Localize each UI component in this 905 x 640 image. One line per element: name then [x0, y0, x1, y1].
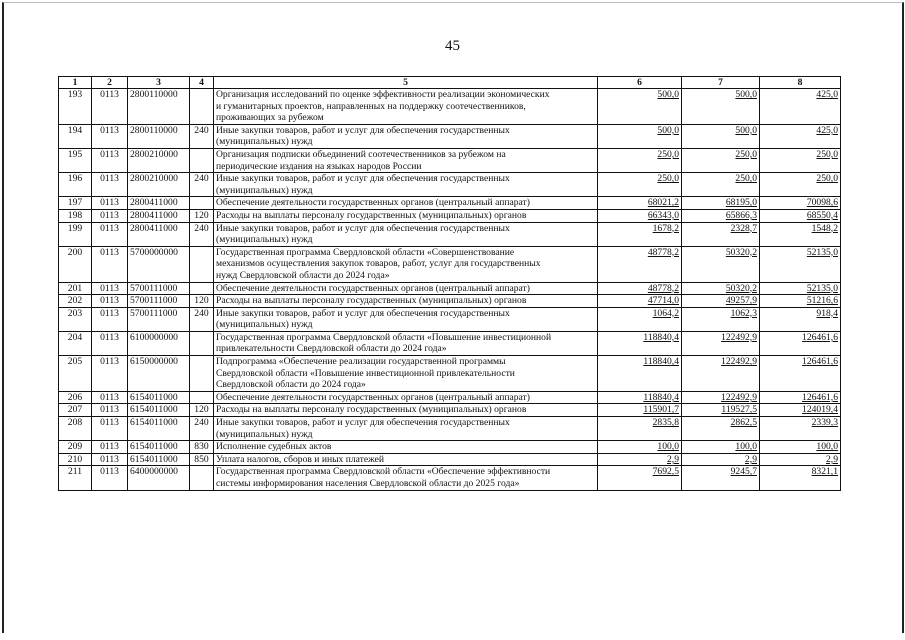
amount-value: 500,0 — [657, 124, 679, 136]
item-name-line: и гуманитарных проектов, направленных на поддержку соотечественников, — [216, 100, 526, 112]
amount-value: 50320,2 — [725, 282, 757, 294]
header-col-6: 6 — [598, 77, 682, 89]
table-row — [59, 417, 841, 441]
row-number: 205 — [59, 356, 92, 392]
amount-year-1 — [598, 417, 682, 441]
table-row — [59, 307, 841, 331]
item-name — [214, 197, 598, 210]
target-article-code: 2800411000 — [128, 209, 190, 222]
target-article-code: 6150000000 — [128, 356, 190, 392]
target-article-code: 2800110000 — [128, 124, 190, 148]
amount-year-3 — [760, 246, 841, 282]
item-name-line: Обеспечение деятельности государственных органов (центральный аппарат) — [216, 197, 530, 209]
amount-year-2 — [682, 209, 760, 222]
amount-year-1 — [598, 197, 682, 210]
table-row — [59, 124, 841, 148]
expense-type-code: 240 — [190, 222, 214, 246]
item-name-line: Организация исследований по оценке эффективности реализации экономических — [216, 89, 550, 100]
amount-year-3 — [760, 295, 841, 308]
section-code: 0113 — [92, 417, 128, 441]
item-name — [214, 222, 598, 246]
item-name — [214, 404, 598, 417]
row-number: 206 — [59, 391, 92, 404]
expense-type-code — [190, 466, 214, 490]
amount-value: 52135,0 — [806, 246, 838, 258]
item-name-line: (муниципальных) нужд — [216, 136, 313, 148]
item-name-line: Исполнение судебных актов — [216, 441, 332, 453]
item-name-line: Свердловской области «Повышение инвестиционной привлекательности — [216, 367, 515, 379]
table-row — [59, 295, 841, 308]
amount-year-1 — [598, 209, 682, 222]
item-name-line: Государственная программа Свердловской области «Совершенствование — [216, 246, 515, 258]
header-col-5: 5 — [214, 77, 598, 89]
header-col-3: 3 — [128, 77, 190, 89]
page-number: 45 — [445, 38, 460, 54]
expense-type-code: 120 — [190, 404, 214, 417]
item-name — [214, 391, 598, 404]
amount-year-1 — [598, 222, 682, 246]
expense-type-code: 850 — [190, 453, 214, 466]
table-row — [59, 466, 841, 490]
expense-type-code: 120 — [190, 209, 214, 222]
target-article-code: 5700111000 — [128, 295, 190, 308]
item-name-line: Государственная программа Свердловской области «Повышение инвестиционной — [216, 331, 552, 343]
item-name — [214, 466, 598, 490]
amount-year-2 — [682, 307, 760, 331]
amount-value: 2339,3 — [811, 417, 838, 429]
section-code: 0113 — [92, 282, 128, 295]
amount-year-2 — [682, 148, 760, 172]
amount-year-2 — [682, 356, 760, 392]
row-number: 204 — [59, 331, 92, 355]
amount-value: 126461,6 — [802, 391, 838, 403]
item-name — [214, 356, 598, 392]
target-article-code: 6154011000 — [128, 453, 190, 466]
item-name-line: Свердловской области до 2024 года» — [216, 379, 366, 391]
amount-year-1 — [598, 124, 682, 148]
amount-value: 500,0 — [735, 89, 757, 100]
item-name — [214, 331, 598, 355]
amount-year-3 — [760, 148, 841, 172]
amount-year-3 — [760, 417, 841, 441]
header-col-1: 1 — [59, 77, 92, 89]
item-name — [214, 307, 598, 331]
amount-value: 119527,5 — [721, 404, 757, 416]
amount-year-2 — [682, 441, 760, 454]
amount-year-3 — [760, 466, 841, 490]
amount-year-3 — [760, 356, 841, 392]
amount-value: 7692,5 — [652, 466, 679, 478]
amount-value: 2,9 — [826, 453, 838, 465]
expense-type-code: 830 — [190, 441, 214, 454]
amount-value: 126461,6 — [802, 331, 838, 343]
expense-type-code — [190, 148, 214, 172]
item-name-line: Подпрограмма «Обеспечение реализации государственной программы — [216, 356, 506, 368]
amount-year-1 — [598, 441, 682, 454]
amount-year-2 — [682, 124, 760, 148]
expense-type-code: 240 — [190, 417, 214, 441]
amount-value: 250,0 — [657, 173, 679, 185]
item-name-line: (муниципальных) нужд — [216, 319, 313, 331]
item-name-line: Расходы на выплаты персоналу государственных (муниципальных) органов — [216, 404, 527, 416]
table-row — [59, 331, 841, 355]
section-code: 0113 — [92, 295, 128, 308]
expense-type-code: 240 — [190, 307, 214, 331]
amount-year-1 — [598, 246, 682, 282]
item-name — [214, 417, 598, 441]
row-number: 197 — [59, 197, 92, 210]
amount-value: 122492,9 — [721, 356, 757, 368]
item-name-line: Иные закупки товаров, работ и услуг для обеспечения государственных — [216, 222, 510, 234]
amount-value: 9245,7 — [730, 466, 757, 478]
expense-type-code — [190, 246, 214, 282]
amount-year-2 — [682, 466, 760, 490]
header-col-2: 2 — [92, 77, 128, 89]
item-name-line: Расходы на выплаты персоналу государственных (муниципальных) органов — [216, 209, 527, 221]
amount-value: 70098,6 — [806, 197, 838, 209]
amount-value: 8321,1 — [811, 466, 838, 478]
amount-value: 48778,2 — [647, 246, 679, 258]
amount-value: 425,0 — [816, 124, 838, 136]
section-code: 0113 — [92, 404, 128, 417]
table-row — [59, 148, 841, 172]
amount-year-1 — [598, 89, 682, 125]
amount-year-2 — [682, 222, 760, 246]
amount-year-2 — [682, 404, 760, 417]
amount-year-1 — [598, 453, 682, 466]
section-code: 0113 — [92, 197, 128, 210]
amount-value: 126461,6 — [802, 356, 838, 368]
item-name-line: Обеспечение деятельности государственных органов (центральный аппарат) — [216, 282, 530, 294]
amount-value: 52135,0 — [806, 282, 838, 294]
amount-value: 51216,6 — [806, 295, 838, 307]
amount-year-1 — [598, 331, 682, 355]
target-article-code: 2800210000 — [128, 173, 190, 197]
section-code: 0113 — [92, 453, 128, 466]
expense-type-code: 240 — [190, 173, 214, 197]
table-row — [59, 391, 841, 404]
section-code: 0113 — [92, 246, 128, 282]
amount-value: 2,9 — [745, 453, 757, 465]
amount-year-3 — [760, 404, 841, 417]
amount-value: 1548,2 — [811, 222, 838, 234]
amount-year-2 — [682, 246, 760, 282]
amount-value: 425,0 — [816, 89, 838, 100]
amount-year-1 — [598, 282, 682, 295]
table-row — [59, 356, 841, 392]
row-number: 210 — [59, 453, 92, 466]
amount-value: 122492,9 — [721, 391, 757, 403]
row-number: 207 — [59, 404, 92, 417]
target-article-code: 6154011000 — [128, 391, 190, 404]
item-name-line: (муниципальных) нужд — [216, 234, 313, 246]
item-name-line: Уплата налогов, сборов и иных платежей — [216, 453, 385, 465]
item-name — [214, 124, 598, 148]
amount-value: 1064,2 — [652, 307, 679, 319]
amount-year-3 — [760, 209, 841, 222]
amount-year-3 — [760, 89, 841, 125]
table-row — [59, 222, 841, 246]
amount-year-2 — [682, 391, 760, 404]
table-row — [59, 282, 841, 295]
item-name-line: Расходы на выплаты персоналу государственных (муниципальных) органов — [216, 295, 527, 307]
row-number: 203 — [59, 307, 92, 331]
amount-value: 1062,3 — [730, 307, 757, 319]
amount-year-1 — [598, 148, 682, 172]
table-row — [59, 441, 841, 454]
target-article-code: 2800110000 — [128, 89, 190, 125]
item-name — [214, 148, 598, 172]
row-number: 211 — [59, 466, 92, 490]
amount-value: 68021,2 — [647, 197, 679, 209]
item-name-line: механизмов осуществления закупок товаров, работ, услуг для государственных — [216, 258, 541, 270]
amount-year-1 — [598, 173, 682, 197]
amount-year-1 — [598, 466, 682, 490]
target-article-code: 2800411000 — [128, 197, 190, 210]
amount-value: 49257,9 — [725, 295, 757, 307]
section-code: 0113 — [92, 307, 128, 331]
amount-year-1 — [598, 356, 682, 392]
amount-value: 250,0 — [735, 173, 757, 185]
target-article-code: 5700111000 — [128, 282, 190, 295]
amount-value: 918,4 — [816, 307, 838, 319]
target-article-code: 2800210000 — [128, 148, 190, 172]
target-article-code: 5700111000 — [128, 307, 190, 331]
item-name-line: периодические издания на языках народов России — [216, 160, 422, 172]
amount-value: 48778,2 — [647, 282, 679, 294]
amount-year-3 — [760, 222, 841, 246]
table-row — [59, 197, 841, 210]
header-col-7: 7 — [682, 77, 760, 89]
item-name-line: привлекательности Свердловской области до 2024 года» — [216, 343, 447, 355]
amount-year-3 — [760, 441, 841, 454]
amount-value: 2835,8 — [652, 417, 679, 429]
item-name — [214, 453, 598, 466]
amount-value: 250,0 — [816, 148, 838, 160]
target-article-code: 6100000000 — [128, 331, 190, 355]
amount-year-1 — [598, 307, 682, 331]
section-code: 0113 — [92, 124, 128, 148]
expense-type-code: 120 — [190, 295, 214, 308]
amount-year-1 — [598, 404, 682, 417]
amount-value: 100,0 — [657, 441, 679, 453]
expense-type-code — [190, 356, 214, 392]
amount-year-2 — [682, 417, 760, 441]
row-number: 209 — [59, 441, 92, 454]
amount-value: 122492,9 — [721, 331, 757, 343]
section-code: 0113 — [92, 209, 128, 222]
amount-value: 66343,0 — [647, 209, 679, 221]
expense-type-code — [190, 282, 214, 295]
amount-value: 115901,7 — [643, 404, 679, 416]
table-row — [59, 89, 841, 125]
amount-value: 65866,3 — [725, 209, 757, 221]
item-name-line: Обеспечение деятельности государственных органов (центральный аппарат) — [216, 391, 530, 403]
amount-value: 250,0 — [816, 173, 838, 185]
item-name-line: Иные закупки товаров, работ и услуг для обеспечения государственных — [216, 417, 510, 429]
section-code: 0113 — [92, 222, 128, 246]
section-code: 0113 — [92, 356, 128, 392]
section-code: 0113 — [92, 391, 128, 404]
amount-year-3 — [760, 307, 841, 331]
row-number: 199 — [59, 222, 92, 246]
item-name — [214, 173, 598, 197]
item-name — [214, 246, 598, 282]
target-article-code: 6154011000 — [128, 417, 190, 441]
row-number: 196 — [59, 173, 92, 197]
amount-value: 50320,2 — [725, 246, 757, 258]
amount-year-3 — [760, 124, 841, 148]
amount-year-3 — [760, 391, 841, 404]
item-name-line: Организация подписки объединений соотечественников за рубежом на — [216, 148, 506, 160]
target-article-code: 6154011000 — [128, 441, 190, 454]
target-article-code: 6154011000 — [128, 404, 190, 417]
row-number: 201 — [59, 282, 92, 295]
amount-value: 500,0 — [735, 124, 757, 136]
item-name-line: Иные закупки товаров, работ и услуг для обеспечения государственных — [216, 307, 510, 319]
expense-type-code — [190, 331, 214, 355]
expense-type-code — [190, 391, 214, 404]
target-article-code: 6400000000 — [128, 466, 190, 490]
item-name-line: (муниципальных) нужд — [216, 184, 313, 196]
amount-year-2 — [682, 282, 760, 295]
item-name-line: Иные закупки товаров, работ и услуг для обеспечения государственных — [216, 173, 510, 185]
amount-year-1 — [598, 295, 682, 308]
amount-year-3 — [760, 331, 841, 355]
amount-value: 68550,4 — [806, 209, 838, 221]
section-code: 0113 — [92, 148, 128, 172]
amount-value: 250,0 — [735, 148, 757, 160]
target-article-code: 2800411000 — [128, 222, 190, 246]
item-name — [214, 209, 598, 222]
section-code: 0113 — [92, 441, 128, 454]
item-name — [214, 441, 598, 454]
table-row — [59, 209, 841, 222]
row-number: 194 — [59, 124, 92, 148]
amount-year-2 — [682, 453, 760, 466]
row-number: 208 — [59, 417, 92, 441]
section-code: 0113 — [92, 173, 128, 197]
amount-value: 2862,5 — [730, 417, 757, 429]
row-number: 195 — [59, 148, 92, 172]
section-code: 0113 — [92, 466, 128, 490]
item-name — [214, 295, 598, 308]
amount-year-3 — [760, 173, 841, 197]
amount-year-3 — [760, 453, 841, 466]
table-row — [59, 453, 841, 466]
item-name — [214, 282, 598, 295]
expense-type-code — [190, 89, 214, 125]
row-number: 198 — [59, 209, 92, 222]
amount-value: 250,0 — [657, 148, 679, 160]
amount-value: 1678,2 — [652, 222, 679, 234]
table-row — [59, 246, 841, 282]
amount-year-3 — [760, 282, 841, 295]
amount-value: 118840,4 — [643, 331, 679, 343]
amount-year-2 — [682, 197, 760, 210]
amount-year-2 — [682, 89, 760, 125]
amount-value: 118840,4 — [643, 391, 679, 403]
row-number: 193 — [59, 89, 92, 125]
row-number: 200 — [59, 246, 92, 282]
item-name-line: нужд Свердловской области до 2024 года» — [216, 269, 390, 281]
amount-year-2 — [682, 295, 760, 308]
amount-value: 124019,4 — [802, 404, 838, 416]
amount-value: 68195,0 — [725, 197, 757, 209]
amount-value: 500,0 — [657, 89, 679, 100]
header-col-4: 4 — [190, 77, 214, 89]
amount-value: 2,9 — [667, 453, 679, 465]
item-name — [214, 89, 598, 125]
row-number: 202 — [59, 295, 92, 308]
item-name-line: проживающих за рубежом — [216, 112, 324, 124]
table-row — [59, 404, 841, 417]
target-article-code: 5700000000 — [128, 246, 190, 282]
expense-type-code: 240 — [190, 124, 214, 148]
amount-value: 2328,7 — [730, 222, 757, 234]
amount-year-3 — [760, 197, 841, 210]
amount-value: 100,0 — [735, 441, 757, 453]
amount-value: 47714,0 — [647, 295, 679, 307]
amount-year-1 — [598, 391, 682, 404]
expense-type-code — [190, 197, 214, 210]
item-name-line: системы информирования населения Свердловской области до 2025 года» — [216, 478, 520, 489]
amount-value: 118840,4 — [643, 356, 679, 368]
amount-value: 100,0 — [816, 441, 838, 453]
amount-year-2 — [682, 173, 760, 197]
item-name-line: Государственная программа Свердловской области «Обеспечение эффективности — [216, 466, 551, 478]
table-body — [59, 89, 841, 491]
section-code: 0113 — [92, 331, 128, 355]
item-name-line: (муниципальных) нужд — [216, 428, 313, 440]
item-name-line: Иные закупки товаров, работ и услуг для обеспечения государственных — [216, 124, 510, 136]
header-row — [59, 77, 841, 89]
table-row — [59, 173, 841, 197]
header-col-8: 8 — [760, 77, 841, 89]
amount-year-2 — [682, 331, 760, 355]
section-code: 0113 — [92, 89, 128, 125]
budget-table — [58, 76, 841, 491]
